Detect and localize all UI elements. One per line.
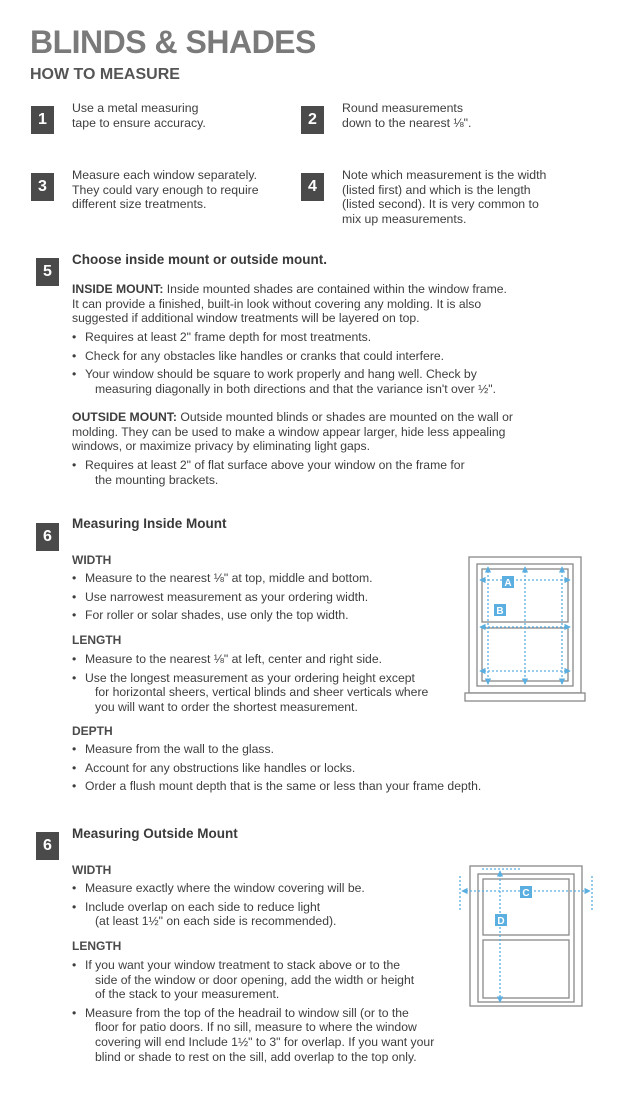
- step-1-badge: 1: [31, 106, 54, 134]
- outside-mount-heading: Measuring Outside Mount: [72, 826, 238, 841]
- page-subtitle: HOW TO MEASURE: [30, 66, 180, 83]
- label-c: C: [522, 888, 530, 899]
- inside-depth-bullets: [72, 742, 552, 798]
- inside-length-bullets: [72, 652, 467, 718]
- step-2-text: Round measurements down to the nearest ⅛".: [342, 101, 472, 130]
- outside-length-label: LENGTH: [72, 939, 122, 953]
- list-item: • Measure exactly where the window covering will be.: [72, 881, 462, 896]
- list-item: • Check for any obstacles like handles or cranks that could interfere.: [72, 349, 552, 364]
- inside-width-label: WIDTH: [72, 553, 112, 567]
- inside-mount-heading: Measuring Inside Mount: [72, 516, 227, 531]
- inside-mount-diagram: [464, 554, 586, 708]
- outside-mount-paragraph: OUTSIDE MOUNT: Outside mounted blinds or shades are mounted on the wall or molding. They can be used to make a window appear larger, hide less appealing windows, or maximize privacy by eliminating light gaps.: [72, 410, 513, 454]
- label-d: D: [497, 916, 505, 927]
- list-item: • Measure to the nearest ⅛" at top, middle and bottom.: [72, 571, 462, 586]
- inside-length-label: LENGTH: [72, 633, 122, 647]
- step-1-text: Use a metal measuring tape to ensure accuracy.: [72, 101, 206, 130]
- list-item: • Account for any obstructions like handles or locks.: [72, 761, 552, 776]
- step-3-badge: 3: [31, 173, 54, 201]
- step-4-text: Note which measurement is the width (listed first) and which is the length (listed second). It is very common to mix up measurements.: [342, 168, 547, 226]
- list-item: • For roller or solar shades, use only the top width.: [72, 608, 462, 623]
- list-item: • Use the longest measurement as your ordering height except for horizontal sheers, vertical blinds and sheer verticals where you will want to order the shortest measurement.: [72, 671, 467, 715]
- outside-mount-bullets: [72, 458, 552, 491]
- outside-width-bullets: [72, 881, 462, 933]
- label-b: B: [496, 606, 504, 617]
- list-item: • Your window should be square to work properly and hang well. Check by measuring diagonally in both directions and that the variance isn't over ½".: [72, 367, 552, 396]
- list-item: • Measure to the nearest ⅛" at left, center and right side.: [72, 652, 467, 667]
- list-item: • If you want your window treatment to stack above or to the side of the window or door opening, add the width or height of the stack to your measurement.: [72, 958, 472, 1002]
- step-6-outside-badge: 6: [36, 832, 59, 860]
- outside-mount-label: OUTSIDE MOUNT:: [72, 410, 177, 424]
- list-item: • Use narrowest measurement as your ordering width.: [72, 590, 462, 605]
- inside-mount-label: INSIDE MOUNT:: [72, 282, 164, 296]
- step-6-inside-badge: 6: [36, 523, 59, 551]
- outside-width-label: WIDTH: [72, 863, 112, 877]
- step-3-text: Measure each window separately. They could vary enough to require different size treatments.: [72, 168, 259, 212]
- list-item: • Include overlap on each side to reduce light (at least 1½" on each side is recommended).: [72, 900, 462, 929]
- list-item: • Order a flush mount depth that is the same or less than your frame depth.: [72, 779, 552, 794]
- outside-length-bullets: [72, 958, 472, 1068]
- step-2-badge: 2: [301, 106, 324, 134]
- label-a: A: [504, 578, 512, 589]
- list-item: • Measure from the top of the headrail to window sill (or to the floor for patio doors. If no sill, measure to where the window covering will end Include 1½" to 3" for overlap. If you want your blind or shade to rest on the sill, add overlap to the top only.: [72, 1006, 472, 1064]
- inside-mount-bullets: [72, 330, 552, 400]
- list-item: • Requires at least 2" of flat surface above your window on the frame for the mounting brackets.: [72, 458, 552, 487]
- list-item: • Requires at least 2" frame depth for most treatments.: [72, 330, 552, 345]
- step-4-badge: 4: [301, 173, 324, 201]
- list-item: • Measure from the wall to the glass.: [72, 742, 552, 757]
- inside-depth-label: DEPTH: [72, 724, 113, 738]
- inside-mount-paragraph: INSIDE MOUNT: Inside mounted shades are contained within the window frame. It can provide a finished, built-in look without covering any molding. It is also suggested if additional window treatments will be layered on top.: [72, 282, 507, 326]
- section-5-heading: Choose inside mount or outside mount.: [72, 252, 327, 267]
- outside-mount-diagram: [456, 860, 596, 1010]
- page-title: BLINDS & SHADES: [30, 24, 316, 60]
- inside-width-bullets: [72, 571, 462, 627]
- step-5-badge: 5: [36, 258, 59, 286]
